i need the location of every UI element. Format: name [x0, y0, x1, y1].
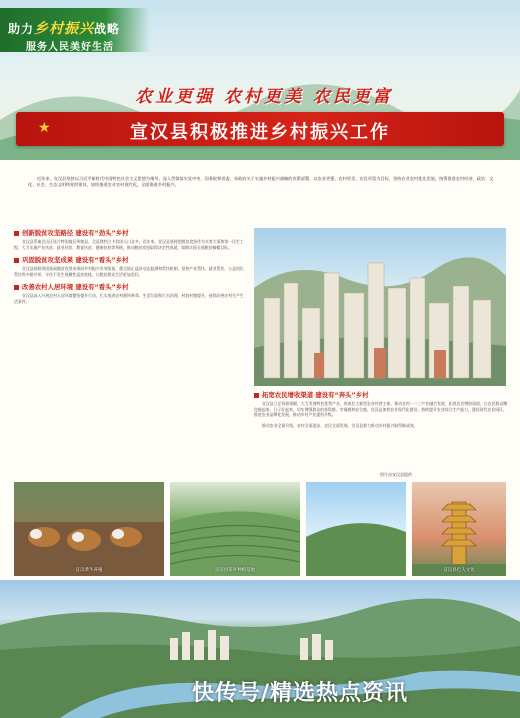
hillside-photo — [306, 482, 406, 576]
slogan-badge — [0, 8, 150, 52]
slogan-highlight: 乡村振兴 — [34, 21, 95, 37]
section-body: 宣汉县立足资源禀赋，大力发展特色优势产业，培育壮大新型农业经营主体，推动农村一二三产业融合发展，拓宽农民增收渠道，让农民群众腰包鼓起来、日子好起来，切实增强群众的获得感、幸福感和安全感。宣汉县加快农业现代化建设，持续提升农业综合生产能力，建设现代农业园区，推进农业品牌化发展，推动乡村产业提档升级。 — [254, 401, 508, 418]
page-title: 宣汉县积极推进乡村振兴工作 — [130, 122, 390, 143]
section-heading-text: 改善农村人居环境 建设有“看头”乡村 — [22, 283, 129, 292]
motto-headline: 农业更强 农村更美 农民更富 — [135, 87, 393, 107]
slogan-line-2: 服务人民美好生活 — [26, 42, 114, 53]
section-heading-text: 巩固脱贫攻坚成果 建设有“看头”乡村 — [22, 256, 129, 265]
slogan-suffix: 战略 — [94, 22, 121, 36]
bullet-icon — [14, 231, 19, 236]
section-heading-text: 创新脱贫攻坚路径 建设有“劲头”乡村 — [22, 229, 129, 237]
section-heading — [14, 282, 244, 291]
intro-paragraph: 近年来，宣汉县坚持以习近平新时代中国特色社会主义思想为指导，深入贯彻落实党中央、国务院和省委、省政府关于实施乡村振兴战略的决策部署，以农业更强、农村更美、农民更富为目标，坚持农业农村优先发展，统筹推进农村经济、政治、文化、社会、生态文明和党的建设，加快推进农业农村现代化，全面推进乡村振兴。 — [28, 176, 494, 188]
cattle-photo — [14, 482, 164, 576]
watermark-text: 快传号/精选热点资讯 — [192, 681, 409, 706]
section-heading — [14, 255, 244, 264]
pagoda-photo — [412, 482, 506, 576]
star-icon: ★ — [38, 120, 51, 136]
section-body: 宣汉县持续巩固拓展脱贫攻坚成果同乡村振兴有效衔接，健全防止返贫动态监测和帮扶机制，坚持产业帮扶、就业帮扶、公益岗位帮扶等多措并举，守住不发生规模性返贫底线，让脱贫群众生活更加美好。 — [14, 266, 244, 277]
photo-credit: 图片由宣汉县提供 — [380, 472, 412, 477]
title-bar — [16, 112, 504, 146]
right-summary-text: 推动农业全面升级、农村全面进步、农民全面发展，宣汉县着力推动乡村振兴取得新成效。 — [262, 422, 418, 428]
section-body: 宣汉县系秦巴山区连片特困地区所辖县，全县建档立卡贫困人口众多。近年来，宣汉县坚持把脱贫攻坚作为头等大事和第一民生工程，大力实施产业扶贫、就业扶贫、教育扶贫、健康扶贫等举措，推动脱贫攻坚取得决定性成就，如期实现全面脱贫摘帽目标。 — [14, 239, 244, 250]
photo-caption: 宣汉县巴人文化 — [443, 568, 475, 573]
top-banner — [0, 0, 520, 160]
tea-garden-photo — [170, 482, 300, 576]
section-heading — [14, 228, 244, 237]
hillside-illustration — [306, 482, 406, 576]
slogan-prefix: 助力 — [8, 22, 35, 36]
slogan-line-1 — [8, 18, 120, 38]
bullet-icon — [14, 285, 19, 290]
tea-terraces-illustration — [170, 482, 300, 576]
section-heading — [254, 390, 510, 399]
photo-caption: 宣汉黄牛养殖 — [75, 568, 103, 573]
pagoda-icon — [412, 482, 506, 576]
city-photo — [254, 228, 506, 386]
city-skyline-illustration — [254, 228, 506, 386]
photo-row — [14, 482, 506, 576]
left-column — [14, 228, 244, 310]
bullet-icon — [254, 393, 259, 398]
bullet-icon — [14, 258, 19, 263]
section-heading-text: 拓宽农民增收渠道 建设有“奔头”乡村 — [262, 391, 369, 399]
section-body: 宣汉县深入开展农村人居环境整治提升行动，扎实推进农村厕所革命、生活垃圾和污水治理、村容村貌提升，持续改善农村生产生活条件。 — [14, 293, 244, 304]
cattle-illustration — [14, 482, 164, 576]
right-column — [254, 390, 510, 433]
photo-caption: 宣汉县茶叶种植基地 — [214, 568, 256, 573]
